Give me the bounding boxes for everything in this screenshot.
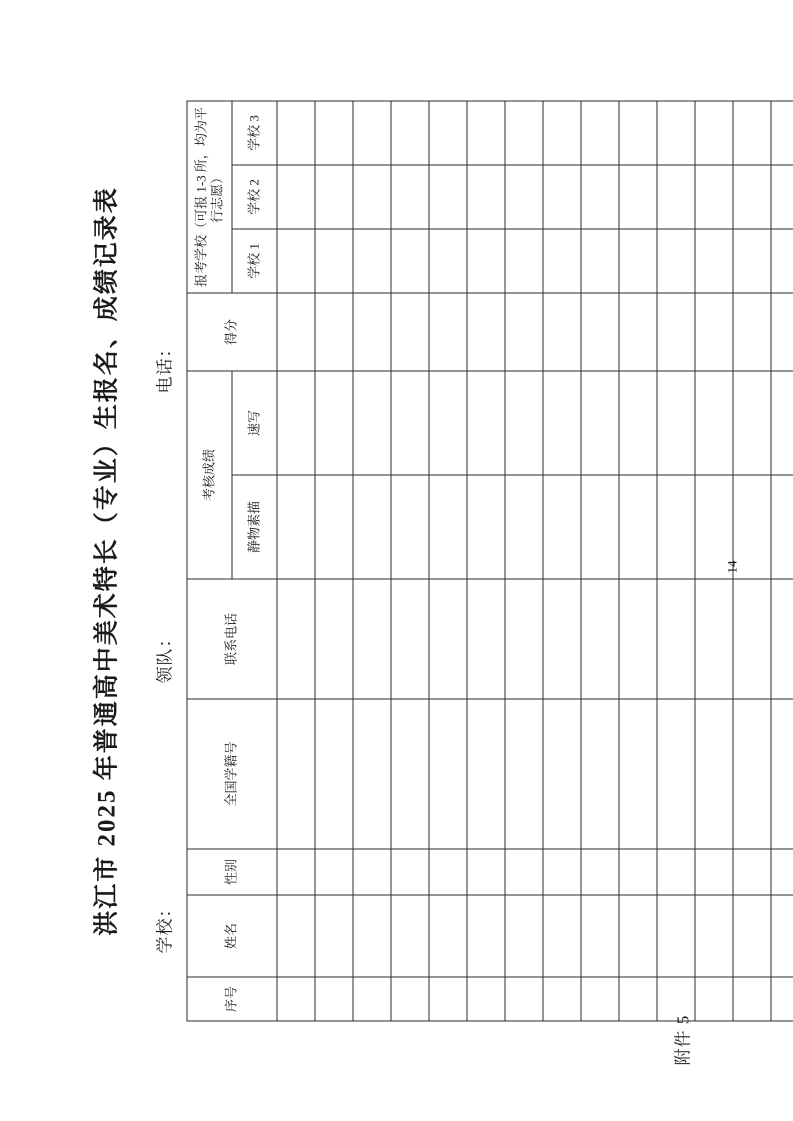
cell-school1[interactable] [695,228,733,292]
column-header-still-life-sketch: 静物素描 [232,475,277,579]
cell-school3[interactable] [429,100,467,164]
cell-school3[interactable] [771,100,793,164]
cell-seq[interactable] [619,977,657,1021]
cell-total-score[interactable] [733,292,771,370]
cell-still-life-sketch[interactable] [467,475,505,579]
cell-gender[interactable] [771,849,793,895]
cell-still-life-sketch[interactable] [771,475,793,579]
cell-name[interactable] [467,895,505,977]
cell-contact-phone[interactable] [353,579,391,699]
cell-quick-sketch[interactable] [429,370,467,474]
column-header-quick-sketch: 速写 [232,370,277,474]
cell-quick-sketch[interactable] [543,370,581,474]
column-header-contact-phone: 联系电话 [187,579,277,699]
cell-school1[interactable] [543,228,581,292]
cell-school3[interactable] [543,100,581,164]
cell-seq[interactable] [695,977,733,1021]
cell-total-score[interactable] [619,292,657,370]
cell-school2[interactable] [733,164,771,228]
cell-school2[interactable] [695,164,733,228]
table-row [695,100,733,1020]
cell-still-life-sketch[interactable] [353,475,391,579]
cell-school1[interactable] [581,228,619,292]
cell-student-id[interactable] [657,699,695,849]
cell-seq[interactable] [581,977,619,1021]
table-row [353,100,391,1020]
cell-name[interactable] [505,895,543,977]
cell-quick-sketch[interactable] [277,370,315,474]
cell-gender[interactable] [505,849,543,895]
cell-total-score[interactable] [391,292,429,370]
column-header-school3: 学校 3 [232,100,277,164]
cell-contact-phone[interactable] [771,579,793,699]
cell-name[interactable] [771,895,793,977]
cell-school2[interactable] [505,164,543,228]
cell-school2[interactable] [581,164,619,228]
cell-total-score[interactable] [581,292,619,370]
cell-school1[interactable] [315,228,353,292]
cell-school2[interactable] [429,164,467,228]
cell-student-id[interactable] [619,699,657,849]
cell-student-id[interactable] [543,699,581,849]
cell-total-score[interactable] [353,292,391,370]
cell-school1[interactable] [733,228,771,292]
table-row [543,100,581,1020]
cell-name[interactable] [657,895,695,977]
cell-seq[interactable] [505,977,543,1021]
cell-seq[interactable] [353,977,391,1021]
cell-student-id[interactable] [277,699,315,849]
table-row [467,100,505,1020]
cell-gender[interactable] [353,849,391,895]
cell-school2[interactable] [315,164,353,228]
cell-gender[interactable] [315,849,353,895]
cell-school1[interactable] [657,228,695,292]
meta-leader-field: 领队： [155,629,174,683]
cell-school2[interactable] [391,164,429,228]
cell-student-id[interactable] [315,699,353,849]
cell-quick-sketch[interactable] [619,370,657,474]
column-header-exam-scores-group: 考核成绩 [187,370,232,578]
cell-contact-phone[interactable] [695,579,733,699]
cell-still-life-sketch[interactable] [391,475,429,579]
cell-total-score[interactable] [657,292,695,370]
cell-quick-sketch[interactable] [733,370,771,474]
column-header-total-score: 得分 [187,292,277,370]
cell-name[interactable] [429,895,467,977]
cell-quick-sketch[interactable] [467,370,505,474]
table-row [619,100,657,1020]
table-row [277,100,315,1020]
page-title: 洪江市 2025 年普通高中美术特长（专业）生报名、成绩记录表 [93,185,120,936]
cell-still-life-sketch[interactable] [657,475,695,579]
cell-seq[interactable] [467,977,505,1021]
cell-total-score[interactable] [429,292,467,370]
cell-school1[interactable] [505,228,543,292]
cell-still-life-sketch[interactable] [543,475,581,579]
cell-still-life-sketch[interactable] [581,475,619,579]
cell-seq[interactable] [277,977,315,1021]
table-row [505,100,543,1020]
cell-quick-sketch[interactable] [353,370,391,474]
cell-gender[interactable] [619,849,657,895]
cell-contact-phone[interactable] [543,579,581,699]
cell-name[interactable] [353,895,391,977]
cell-name[interactable] [315,895,353,977]
cell-name[interactable] [391,895,429,977]
cell-contact-phone[interactable] [315,579,353,699]
cell-quick-sketch[interactable] [695,370,733,474]
cell-still-life-sketch[interactable] [429,475,467,579]
cell-school1[interactable] [353,228,391,292]
cell-still-life-sketch[interactable] [505,475,543,579]
meta-school-field: 学校： [155,899,174,953]
cell-school3[interactable] [695,100,733,164]
cell-student-id[interactable] [771,699,793,849]
cell-school3[interactable] [619,100,657,164]
cell-contact-phone[interactable] [391,579,429,699]
cell-gender[interactable] [581,849,619,895]
column-header-name: 姓名 [187,895,277,977]
table-row [581,100,619,1020]
cell-student-id[interactable] [467,699,505,849]
meta-row [150,0,176,1121]
cell-school2[interactable] [771,164,793,228]
cell-contact-phone[interactable] [733,579,771,699]
table-row [657,100,695,1020]
cell-quick-sketch[interactable] [657,370,695,474]
cell-name[interactable] [619,895,657,977]
cell-contact-phone[interactable] [429,579,467,699]
cell-total-score[interactable] [543,292,581,370]
cell-school3[interactable] [315,100,353,164]
cell-total-score[interactable] [771,292,793,370]
cell-name[interactable] [543,895,581,977]
cell-still-life-sketch[interactable] [733,475,771,579]
cell-seq[interactable] [429,977,467,1021]
cell-total-score[interactable] [467,292,505,370]
cell-contact-phone[interactable] [619,579,657,699]
cell-gender[interactable] [733,849,771,895]
table-row [391,100,429,1020]
cell-school3[interactable] [581,100,619,164]
cell-gender[interactable] [467,849,505,895]
cell-school3[interactable] [391,100,429,164]
cell-still-life-sketch[interactable] [619,475,657,579]
table-row [315,100,353,1020]
cell-total-score[interactable] [505,292,543,370]
cell-quick-sketch[interactable] [505,370,543,474]
cell-student-id[interactable] [581,699,619,849]
cell-contact-phone[interactable] [467,579,505,699]
cell-seq[interactable] [315,977,353,1021]
cell-student-id[interactable] [353,699,391,849]
cell-still-life-sketch[interactable] [315,475,353,579]
cell-school3[interactable] [353,100,391,164]
column-header-student-id: 全国学籍号 [187,699,277,849]
cell-still-life-sketch[interactable] [695,475,733,579]
cell-school2[interactable] [657,164,695,228]
cell-school2[interactable] [277,164,315,228]
cell-quick-sketch[interactable] [391,370,429,474]
cell-seq[interactable] [771,977,793,1021]
cell-school3[interactable] [277,100,315,164]
column-header-seq: 序号 [187,977,277,1021]
cell-school3[interactable] [467,100,505,164]
cell-school1[interactable] [429,228,467,292]
table-row [429,100,467,1020]
page-number: 14 [724,560,739,573]
meta-phone-field: 电话： [155,339,174,393]
cell-gender[interactable] [695,849,733,895]
cell-school1[interactable] [467,228,505,292]
cell-quick-sketch[interactable] [581,370,619,474]
cell-name[interactable] [695,895,733,977]
cell-school1[interactable] [391,228,429,292]
cell-seq[interactable] [733,977,771,1021]
cell-gender[interactable] [277,849,315,895]
cell-quick-sketch[interactable] [315,370,353,474]
cell-gender[interactable] [543,849,581,895]
cell-name[interactable] [277,895,315,977]
table-row [771,100,793,1020]
attachment-label: 附件 5 [673,1014,692,1065]
cell-school2[interactable] [467,164,505,228]
cell-gender[interactable] [657,849,695,895]
cell-seq[interactable] [657,977,695,1021]
cell-school2[interactable] [619,164,657,228]
cell-school1[interactable] [771,228,793,292]
cell-student-id[interactable] [505,699,543,849]
cell-school2[interactable] [543,164,581,228]
cell-student-id[interactable] [695,699,733,849]
cell-student-id[interactable] [733,699,771,849]
cell-still-life-sketch[interactable] [277,475,315,579]
cell-school3[interactable] [657,100,695,164]
table-row [733,100,771,1020]
cell-seq[interactable] [543,977,581,1021]
cell-school3[interactable] [505,100,543,164]
cell-gender[interactable] [391,849,429,895]
cell-contact-phone[interactable] [277,579,315,699]
cell-contact-phone[interactable] [505,579,543,699]
cell-school1[interactable] [619,228,657,292]
cell-contact-phone[interactable] [657,579,695,699]
cell-quick-sketch[interactable] [771,370,793,474]
cell-contact-phone[interactable] [581,579,619,699]
column-header-school1: 学校 1 [232,228,277,292]
cell-seq[interactable] [391,977,429,1021]
cell-student-id[interactable] [391,699,429,849]
column-header-apply-schools-group: 报考学校（可报 1-3 所，均为平行志愿） [187,100,232,292]
cell-student-id[interactable] [429,699,467,849]
cell-name[interactable] [733,895,771,977]
table-header [187,100,277,1020]
column-header-school2: 学校 2 [232,164,277,228]
cell-name[interactable] [581,895,619,977]
record-table [186,100,793,1021]
header-row-1 [187,100,232,1020]
record-table-wrapper [186,100,793,1021]
cell-total-score[interactable] [695,292,733,370]
cell-school1[interactable] [277,228,315,292]
cell-total-score[interactable] [277,292,315,370]
cell-school3[interactable] [733,100,771,164]
cell-total-score[interactable] [315,292,353,370]
cell-school2[interactable] [353,164,391,228]
column-header-gender: 性别 [187,849,277,895]
table-body [277,100,793,1020]
cell-gender[interactable] [429,849,467,895]
